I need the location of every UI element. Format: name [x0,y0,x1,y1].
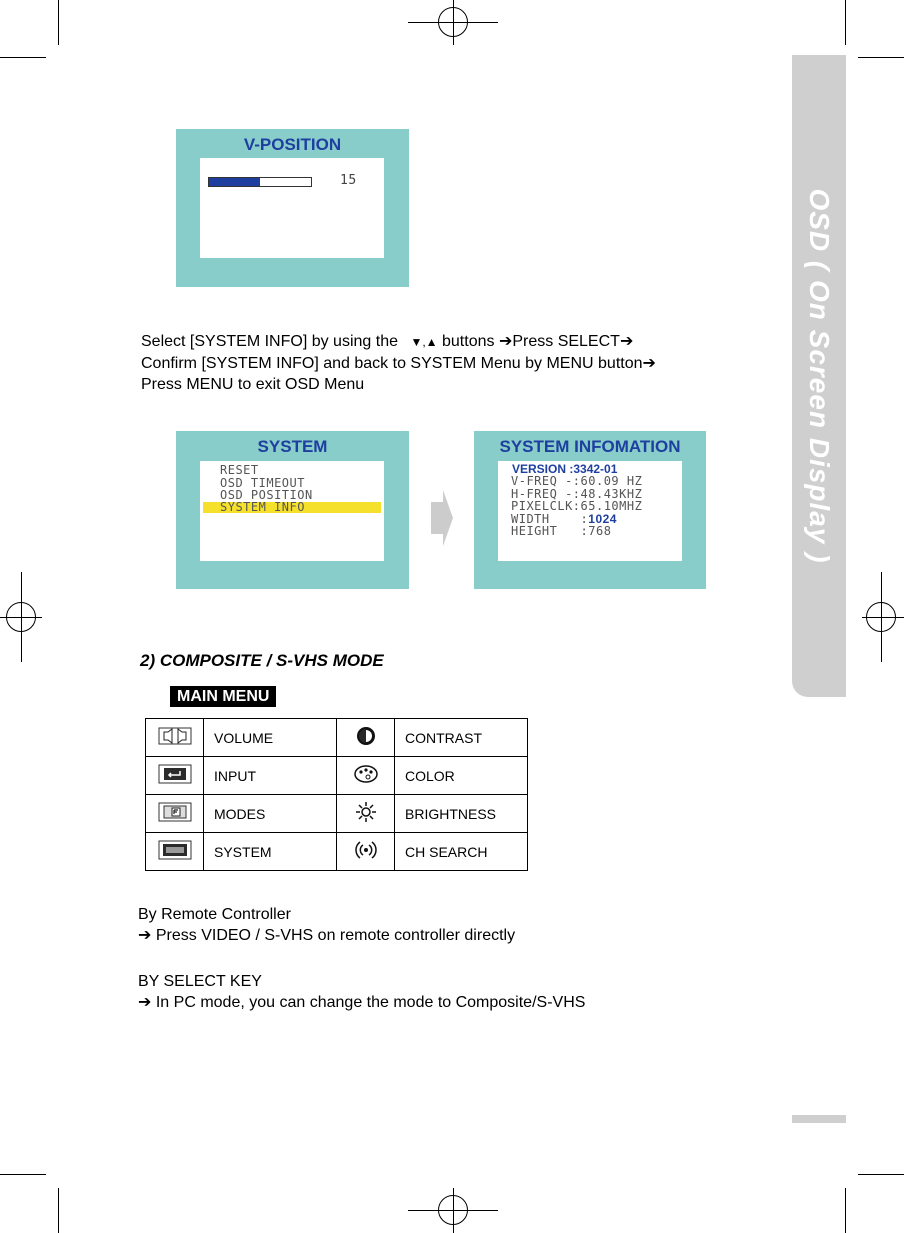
vposition-screen [176,129,409,287]
system-info-width-colon: : [580,511,589,526]
system-info-line: V-FREQ -:60.09 HZ [511,474,643,488]
main-menu-table [145,718,528,871]
vposition-title: V-POSITION [243,135,342,154]
volume-icon-cell [146,719,204,757]
system-menu-list [220,464,313,502]
vposition-value: 15 [340,173,357,188]
table-row [146,795,528,833]
system-info-panel [498,461,682,561]
vposition-bar-fill [209,178,260,186]
menu-item-volume: VOLUME [204,719,337,757]
system-info-list [511,475,642,538]
brightness-icon-cell [337,795,395,833]
main-menu-label: MAIN MENU [170,686,276,707]
channel-search-icon [351,839,381,861]
system-info-width-value: 1024 [588,511,617,526]
menu-item-ch-search: CH SEARCH [395,833,528,871]
arrow-right-icon: ➔ [642,355,656,372]
menu-item-color: COLOR [395,757,528,795]
table-row [146,757,528,795]
select-key-section [138,971,585,1013]
menu-item-contrast: CONTRAST [395,719,528,757]
section-heading: 2) COMPOSITE / S-VHS MODE [140,651,384,670]
instruction-select: Select [SYSTEM INFO] by using the [141,333,398,350]
select-key-line [138,992,585,1013]
system-menu-panel [200,461,384,561]
input-icon-cell [146,757,204,795]
menu-item-modes: MODES [204,795,337,833]
down-triangle-icon: ▼, [410,335,426,349]
volume-icon [158,725,192,747]
system-info-line: PIXELCLK:65.10MHZ [511,499,643,513]
arrow-right-icon [431,490,453,551]
remote-line [138,925,515,946]
input-icon [158,763,192,785]
remote-instruction: Press VIDEO / S-VHS on remote controller directly [155,927,516,944]
contrast-icon-cell [337,719,395,757]
modes-icon [158,801,192,823]
up-triangle-icon: ▲ [425,335,438,349]
system-menu-item: OSD TIMEOUT [220,475,305,490]
system-info-screen [474,431,706,589]
contrast-icon [354,725,378,747]
side-tab [792,55,846,697]
instruction-press-select: Press SELECT [512,333,620,350]
arrow-right-icon: ➔ [619,333,634,350]
system-menu-screen [176,431,409,589]
side-tab-text: OSD ( On Screen Display ) [804,188,835,564]
table-row [146,719,528,757]
table-row [146,833,528,871]
system-icon-cell [146,833,204,871]
remote-heading: By Remote Controller [138,906,291,923]
brightness-sun-icon [354,801,378,823]
system-icon [158,839,192,861]
ch-search-icon-cell [337,833,395,871]
system-info-version: VERSION :3342-01 [512,462,618,476]
system-menu-title: SYSTEM [257,437,328,456]
menu-item-input: INPUT [204,757,337,795]
arrow-right-icon: ➔ [498,333,513,350]
color-icon-cell [337,757,395,795]
arrow-right-icon: ➔ [138,994,152,1011]
arrow-right-icon: ➔ [138,927,152,944]
instructions [141,331,781,395]
instruction-line-1 [141,331,781,353]
instruction-buttons: buttons [442,333,495,350]
system-menu-item-selected: SYSTEM INFO [220,500,305,514]
system-info-width-label: WIDTH [511,511,550,526]
system-info-title: SYSTEM INFOMATION [499,437,681,456]
system-info-line: HEIGHT :768 [511,524,612,538]
select-key-instruction: In PC mode, you can change the mode to Composite/S-VHS [155,994,586,1011]
side-tab-footer [792,1115,846,1123]
vposition-panel [200,158,384,258]
menu-item-system: SYSTEM [204,833,337,871]
select-key-heading: BY SELECT KEY [138,973,262,990]
system-menu-item: RESET [220,463,259,477]
modes-icon-cell [146,795,204,833]
vposition-bar [208,177,312,187]
instruction-line-3: Press MENU to exit OSD Menu [141,376,365,393]
system-info-line: H-FREQ -:48.43KHZ [511,486,643,501]
instruction-confirm: Confirm [SYSTEM INFO] and back to SYSTEM Menu by MENU button [141,355,643,372]
system-menu-item: OSD POSITION [220,488,313,502]
remote-section [138,904,515,946]
menu-item-brightness: BRIGHTNESS [395,795,528,833]
color-palette-icon [353,763,379,785]
instruction-line-2 [141,353,781,374]
